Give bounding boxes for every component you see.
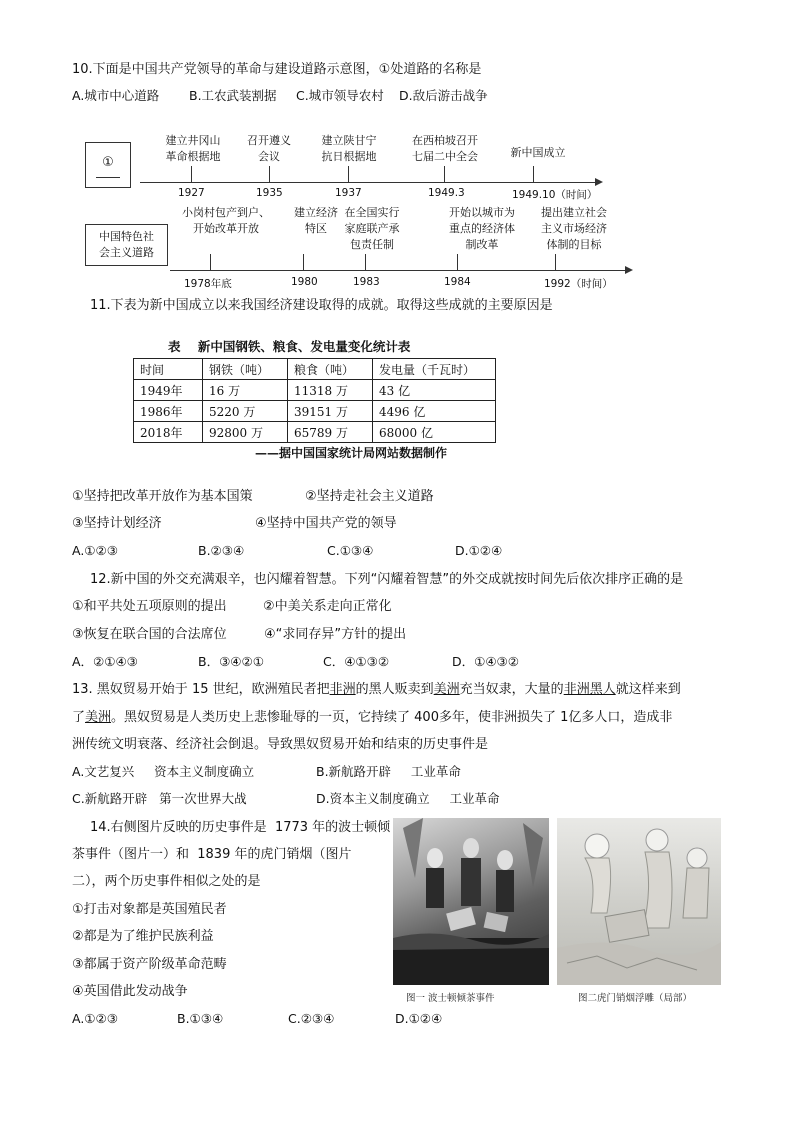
q10-option-a: A.城市中心道路 (72, 88, 160, 103)
q12-option-b: B．③④②① (198, 654, 264, 669)
timeline-2-axis (170, 270, 625, 271)
q11-item-3: ③坚持计划经济 (72, 516, 162, 531)
timeline-2-tick (365, 254, 366, 270)
road-box-1 (85, 142, 131, 188)
q13-option-a: A.文艺复兴 资本主义制度确立 (72, 764, 255, 779)
q13-text: 充当奴隶，大量的 (459, 682, 564, 697)
road-box-2-label: 中国特色社 会主义道路 (99, 230, 154, 259)
timeline-1-year: 1935 (256, 187, 283, 199)
timeline-1-tick (348, 166, 349, 182)
table-cell: 16 万 (203, 380, 288, 401)
table-cell: 92800 万 (203, 422, 288, 443)
timeline-2-tick (555, 254, 556, 270)
humen-relief-image (557, 818, 721, 985)
timeline-2-year: 1992（时间） (544, 278, 613, 290)
table-cell: 2018年 (134, 422, 203, 443)
timeline-1-event: 建立井冈山 革命根据地 (165, 134, 221, 163)
timeline-2-year: 1984 (444, 276, 471, 288)
q13-text: 13. 黑奴贸易开始于 15 世纪，欧洲殖民者把 (72, 682, 330, 697)
q10-option-d: D.敌后游击战争 (399, 88, 488, 103)
timeline-2-tick (457, 254, 458, 270)
q13-text: 。黑奴贸易是人类历史上悲惨耻辱的一页，它持续了 400多年，使非洲损失了 1亿多人口，造成非 (111, 710, 673, 725)
timeline-2-event: 提出建立社会 主义市场经济 体制的目标 (541, 206, 607, 251)
q14-option-d: D.①②④ (395, 1011, 443, 1026)
timeline-2-year: 1983 (353, 276, 380, 288)
q12-option-d: D．①④③② (452, 654, 519, 669)
q13-text: 的黑人贩卖到 (355, 682, 434, 697)
timeline-1-event: 建立陕甘宁 抗日根据地 (321, 134, 377, 163)
timeline-2-event: 建立经济 特区 (294, 206, 338, 235)
timeline-1-tick (269, 166, 270, 182)
q12-item-1: ①和平共处五项原则的提出 (72, 599, 227, 614)
table-cell: 11318 万 (288, 380, 373, 401)
q11-item-1: ①坚持把改革开放作为基本国策 (72, 489, 253, 504)
q12-item-3: ③恢复在联合国的合法席位 (72, 627, 227, 642)
table-header-cell: 粮食（吨） (288, 359, 373, 380)
table-cell: 65789 万 (288, 422, 373, 443)
timeline-1-arrow (595, 178, 603, 186)
q12-item-2: ②中美关系走向正常化 (263, 599, 392, 614)
timeline-1-year: 1949.10（时间） (512, 189, 598, 201)
q14-item-3: ③都属于资产阶级革命范畴 (72, 957, 227, 972)
q12-item-4: ④“求同存异”方针的提出 (264, 627, 407, 642)
table-row (134, 401, 496, 422)
q10-stem: 10.下面是中国共产党领导的革命与建设道路示意图，①处道路的名称是 (72, 62, 482, 77)
timeline-1-tick (444, 166, 445, 182)
table-header-cell: 钢铁（吨） (203, 359, 288, 380)
q14-stem-line-1: 14.右侧图片反映的历史事件是 1773 年的波士顿倾 (90, 820, 391, 835)
table-cell: 68000 亿 (373, 422, 496, 443)
q11-item-4: ④坚持中国共产党的领导 (255, 516, 397, 531)
q13-text: 了 (72, 710, 86, 725)
q11-option-b: B.②③④ (198, 543, 245, 558)
timeline-2-event: 开始以城市为 重点的经济体 制改革 (449, 206, 515, 251)
timeline-2-year: 1980 (291, 276, 318, 288)
timeline-1-event: 新中国成立 (510, 146, 566, 159)
timeline-1-tick (533, 166, 534, 182)
timeline-2-year: 1978年底 (184, 278, 232, 290)
q13-option-c: C.新航路开辟 第一次世界大战 (72, 791, 247, 806)
q13-option-b: B.新航路开辟 工业革命 (316, 764, 461, 779)
q10-option-c: C.城市领导农村 (296, 88, 384, 103)
q11-stem: 11.下表为新中国成立以来我国经济建设取得的成就。取得这些成就的主要原因是 (90, 298, 553, 313)
timeline-2-arrow (625, 266, 633, 274)
q13-text: 就这样来到 (615, 682, 681, 697)
q14-item-1: ①打击对象都是英国殖民者 (72, 902, 227, 917)
q14-option-b: B.①③④ (177, 1011, 224, 1026)
q13-line-2 (72, 711, 672, 724)
q14-option-a: A.①②③ (72, 1011, 118, 1026)
q12-option-c: C．④①③② (323, 654, 390, 669)
timeline-1-year: 1949.3 (428, 187, 465, 199)
q12-option-a: A．②①④③ (72, 654, 138, 669)
q12-stem: 12.新中国的外交充满艰辛，也闪耀着智慧。下列“闪耀着智慧”的外交成就按时间先后依次排序正确的是 (90, 572, 684, 587)
boston-tea-party-image (393, 818, 549, 985)
q13-option-d: D.资本主义制度确立 工业革命 (316, 791, 500, 806)
table-header-cell: 发电量（千瓦时） (373, 359, 496, 380)
timeline-2-event: 在全国实行 家庭联产承 包责任制 (344, 206, 400, 251)
image-2-caption: 图二虎门销烟浮雕（局部） (578, 993, 693, 1004)
q13-underlined: 非洲 (329, 682, 356, 697)
table-row (134, 380, 496, 401)
timeline-2-event: 小岗村包产到户、 开始改革开放 (182, 206, 270, 235)
q10-option-b: B.工农武装割据 (189, 88, 277, 103)
table-cell: 1986年 (134, 401, 203, 422)
engraving-figures (393, 818, 549, 985)
q11-table-title: 表 新中国钢铁、粮食、发电量变化统计表 (168, 339, 411, 354)
q11-item-2: ②坚持走社会主义道路 (305, 489, 434, 504)
q14-option-c: C.②③④ (288, 1011, 335, 1026)
q11-option-d: D.①②④ (455, 543, 503, 558)
q14-item-2: ②都是为了维护民族利益 (72, 929, 214, 944)
table-cell: 1949年 (134, 380, 203, 401)
q13-line-1 (72, 683, 681, 696)
table-cell: 5220 万 (203, 401, 288, 422)
q14-stem-line-3: 二），两个历史事件相似之处的是 (72, 874, 261, 889)
table-row (134, 422, 496, 443)
road-box-2 (85, 224, 168, 266)
timeline-1-tick (191, 166, 192, 182)
image-1-caption: 图一 波士顿倾茶事件 (406, 993, 495, 1004)
timeline-1-axis (140, 182, 595, 183)
q14-stem-line-2: 茶事件（图片一）和 1839 年的虎门销烟（图片 (72, 847, 352, 862)
q13-underlined: 美洲 (85, 710, 112, 725)
timeline-1-event: 召开遵义 会议 (247, 134, 291, 163)
q11-option-a: A.①②③ (72, 543, 118, 558)
q11-option-c: C.①③④ (327, 543, 374, 558)
road-box-1-label: ① (102, 155, 114, 170)
timeline-2-tick (210, 254, 211, 270)
q13-underlined: 美洲 (433, 682, 460, 697)
q14-item-4: ④英国借此发动战争 (72, 984, 188, 999)
table-cell: 4496 亿 (373, 401, 496, 422)
stats-table (133, 358, 496, 443)
table-cell: 39151 万 (288, 401, 373, 422)
q13-line-3: 洲传统文明衰落、经济社会倒退。导致黑奴贸易开始和结束的历史事件是 (72, 737, 489, 752)
relief-figures (557, 818, 721, 985)
timeline-1-event: 在西柏坡召开 七届二中全会 (412, 134, 478, 163)
q13-underlined: 非洲黑人 (563, 682, 616, 697)
timeline-1-year: 1927 (178, 187, 205, 199)
q11-source: ——据中国国家统计局网站数据制作 (255, 446, 448, 460)
timeline-2-tick (303, 254, 304, 270)
timeline-1-year: 1937 (335, 187, 362, 199)
blank-line (96, 177, 120, 178)
table-header-row (134, 359, 496, 380)
table-header-cell: 时间 (134, 359, 203, 380)
table-cell: 43 亿 (373, 380, 496, 401)
